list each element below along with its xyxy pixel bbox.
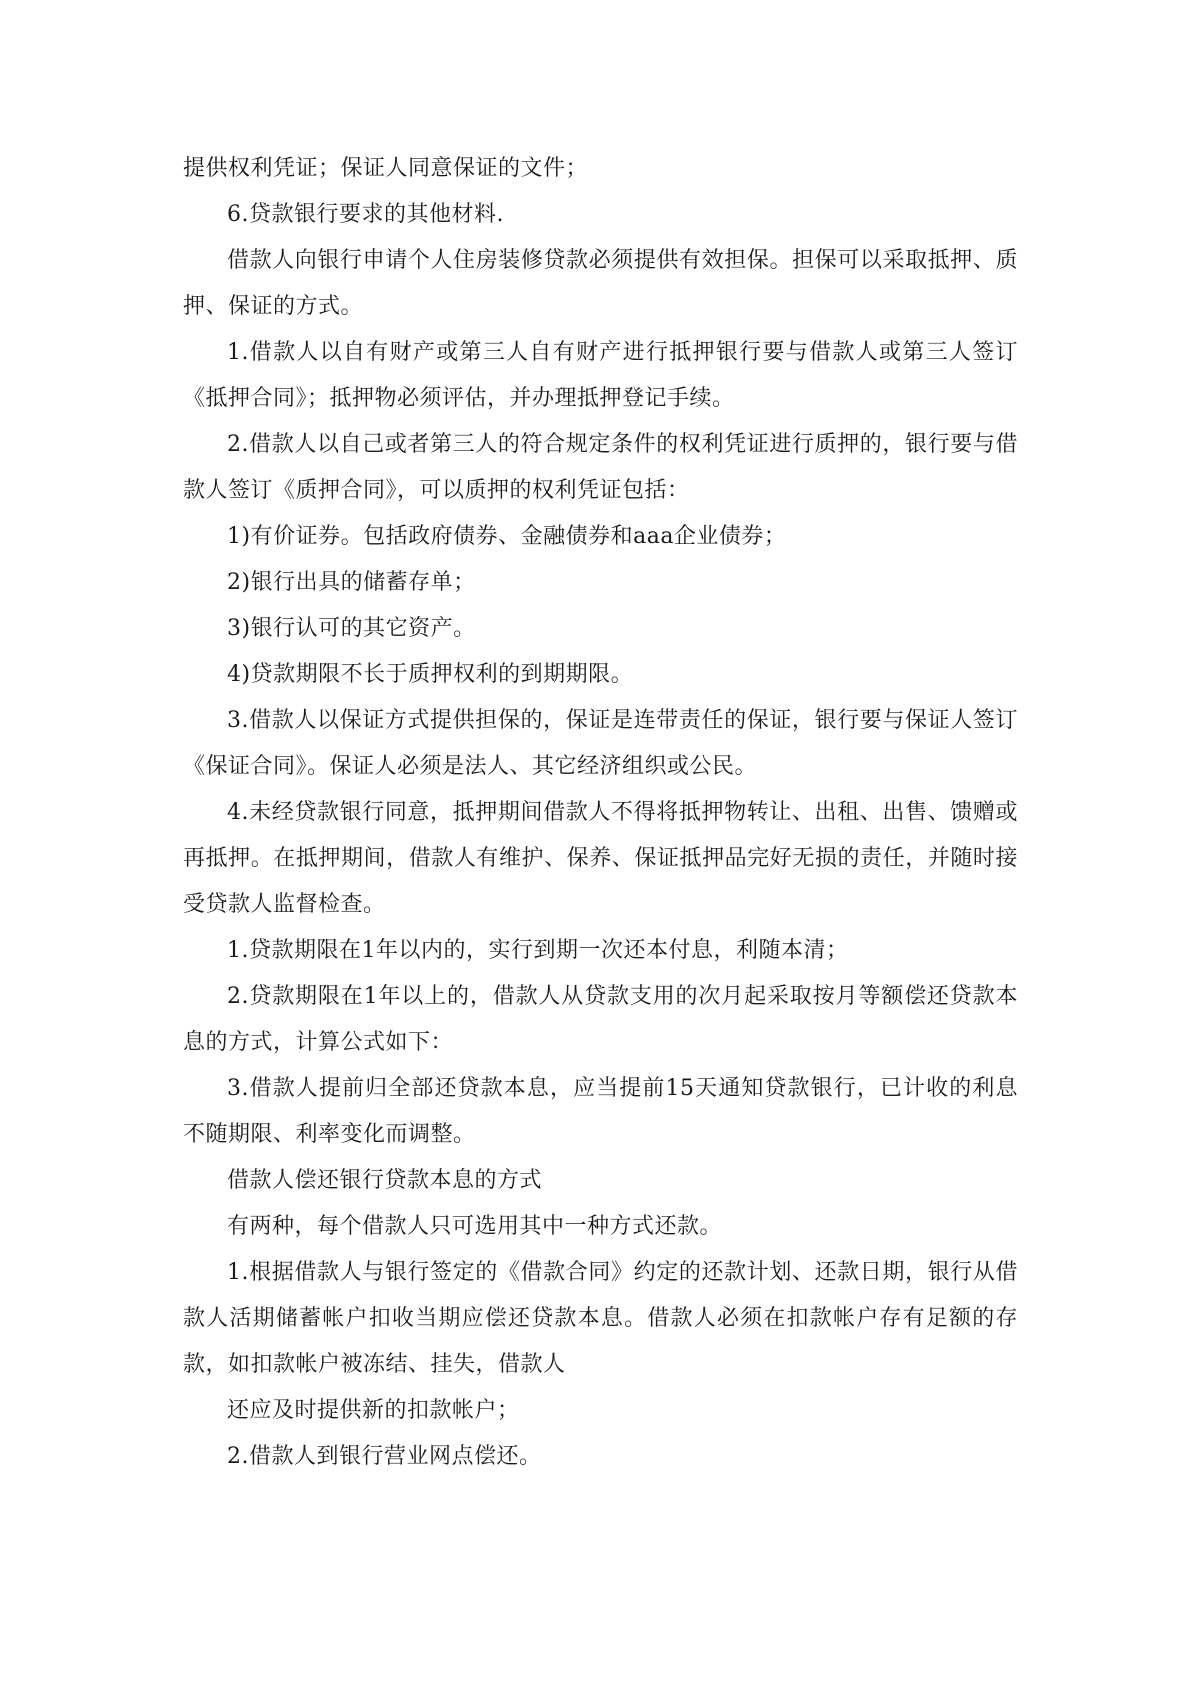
paragraph-other-materials: 6.贷款银行要求的其他材料. [227, 202, 504, 227]
paragraph-continuation: 提供权利凭证；保证人同意保证的文件； [183, 156, 589, 181]
document-body [183, 146, 1018, 1480]
paragraph-mortgage-restrictions: 4.未经贷款银行同意，抵押期间借款人不得将抵押物转让、出租、出售、馈赠或再抵押。在抵押期间，借款人有维护、保养、保证抵押品完好无损的责任，并随时接受贷款人监督检查。 [183, 800, 1018, 917]
paragraph-surety: 3.借款人以保证方式提供担保的，保证是连带责任的保证，银行要与保证人签订《保证合同》。保证人必须是法人、其它经济组织或公民。 [183, 708, 1018, 779]
paragraph-new-account: 还应及时提供新的扣款帐户； [227, 1398, 520, 1423]
paragraph-auto-deduction: 1.根据借款人与银行签定的《借款合同》约定的还款计划、还款日期，银行从借款人活期储蓄帐户扣收当期应偿还贷款本息。借款人必须在扣款帐户存有足额的存款，如扣款帐户被冻结、挂失，借款人 [183, 1260, 1018, 1377]
paragraph-two-methods: 有两种，每个借款人只可选用其中一种方式还款。 [227, 1214, 723, 1239]
paragraph-mortgage: 1.借款人以自有财产或第三人自有财产进行抵押银行要与借款人或第三人签订《抵押合同》；抵押物必须评估，并办理抵押登记手续。 [183, 340, 1018, 411]
list-item-other-assets: 3)银行认可的其它资产。 [227, 616, 476, 641]
paragraph-guarantee-intro: 借款人向银行申请个人住房装修贷款必须提供有效担保。担保可以采取抵押、质押、保证的方式。 [183, 248, 1018, 319]
section-heading-repayment-methods: 借款人偿还银行贷款本息的方式 [227, 1168, 543, 1193]
paragraph-repayment-over-year: 2.贷款期限在1年以上的，借款人从贷款支用的次月起采取按月等额偿还贷款本息的方式，计算公式如下： [183, 984, 1018, 1055]
paragraph-pledge: 2.借款人以自己或者第三人的符合规定条件的权利凭证进行质押的，银行要与借款人签订《质押合同》，可以质押的权利凭证包括： [183, 432, 1018, 503]
paragraph-branch-repayment: 2.借款人到银行营业网点偿还。 [227, 1444, 542, 1469]
list-item-securities: 1)有价证券。包括政府债券、金融债券和aaa企业债券； [227, 524, 787, 549]
list-item-deposit-receipt: 2)银行出具的储蓄存单； [227, 570, 476, 595]
paragraph-early-repayment: 3.借款人提前归全部还贷款本息，应当提前15天通知贷款银行，已计收的利息不随期限、利率变化而调整。 [183, 1076, 1018, 1147]
list-item-loan-term: 4)贷款期限不长于质押权利的到期期限。 [227, 662, 634, 687]
paragraph-repayment-within-year: 1.贷款期限在1年以内的，实行到期一次还本付息，利随本清； [227, 938, 849, 963]
